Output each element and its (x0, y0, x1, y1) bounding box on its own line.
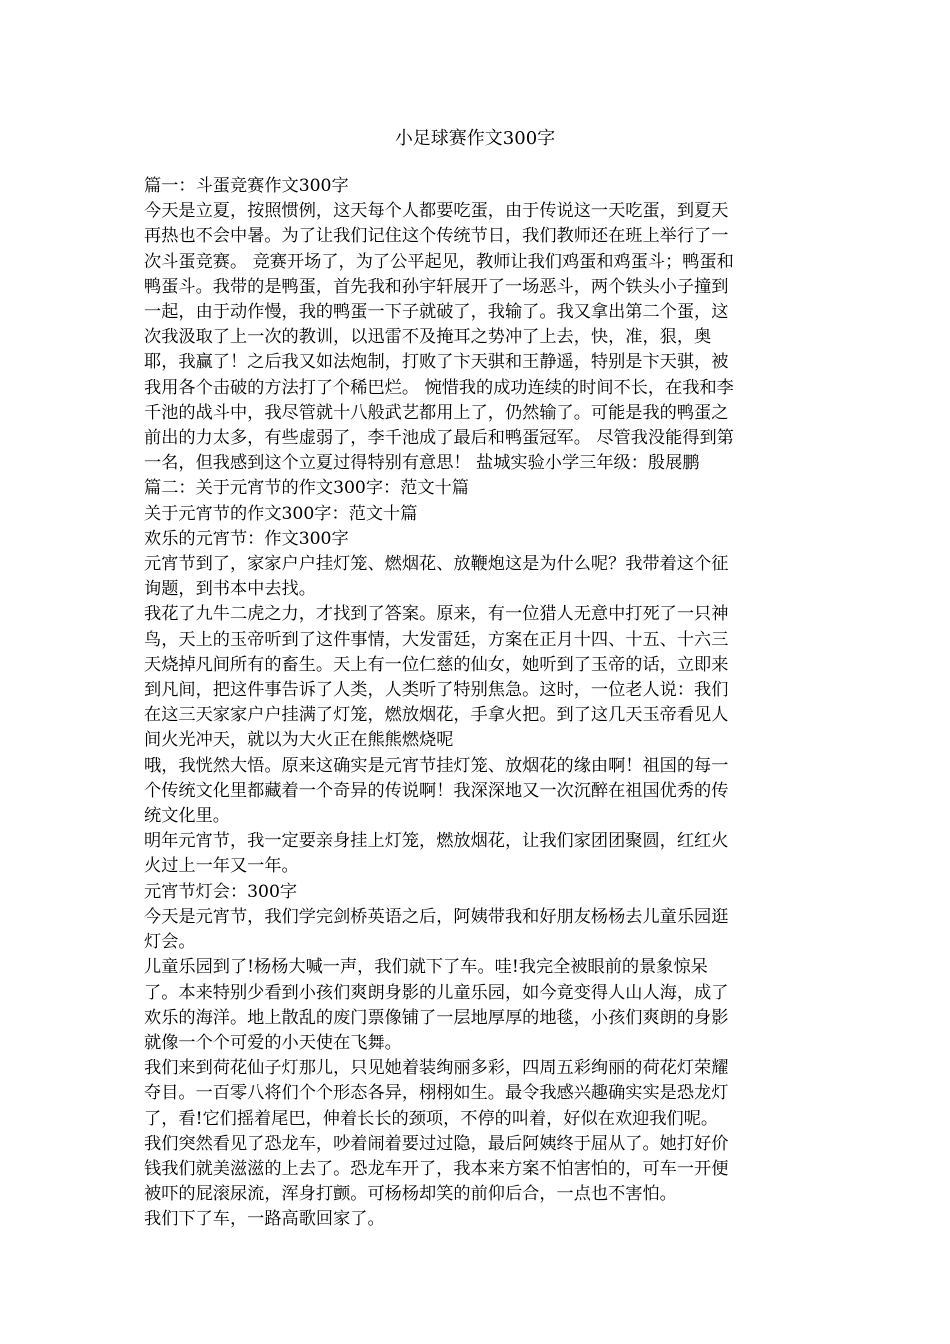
text-line: 元宵节到了，家家户户挂灯笼、燃烟花、放鞭炮这是为什么呢？我带着这个征 (144, 554, 729, 575)
text-line: 在这三天家家户户挂满了灯笼，燃放烟花，手拿火把。到了这几天玉帝看见人 (144, 705, 729, 726)
text-line: 天烧掉凡间所有的畜生。天上有一位仁慈的仙女，她听到了玉帝的话，立即来 (144, 654, 729, 675)
text-line: 次我汲取了上一次的教训，以迅雷不及掩耳之势冲了上去，快，准，狠，奥 (144, 327, 712, 348)
text-line: 钱我们就美滋滋的上去了。恐龙车开了，我本来方案不怕害怕的，可车一开便 (144, 1158, 729, 1179)
text-line: 了，看!它们摇着尾巴，伸着长长的颈项，不停的叫着，好似在欢迎我们呢。 (144, 1108, 719, 1129)
text-line: 一起，由于动作慢，我的鸭蛋一下子就破了，我输了。我又拿出第二个蛋，这 (144, 302, 729, 323)
text-line: 询题，到书本中去找。 (144, 579, 316, 600)
text-line: 鸭蛋斗。我带的是鸭蛋，首先我和孙宇轩展开了一场恶斗，两个铁头小子撞到 (144, 276, 729, 297)
text-line: 我们来到荷花仙子灯那儿，只见她着装绚丽多彩，四周五彩绚丽的荷花灯荣耀 (144, 1058, 729, 1079)
text-line: 就像一个个可爱的小天使在飞舞。 (144, 1032, 402, 1053)
text-line: 前出的力太多，有些虚弱了，李千池成了最后和鸭蛋冠军。 尽管我没能得到第 (144, 428, 734, 449)
text-line: 灯会。 (144, 932, 196, 953)
text-line: 到凡间，把这件事告诉了人类，人类听了特别焦急。这时，一位老人说：我们 (144, 680, 729, 701)
text-line: 再热也不会中暑。为了让我们记住这个传统节日，我们教师还在班上举行了一 (144, 226, 729, 247)
text-line: 了。本来特别少看到小孩们爽朗身影的儿童乐园，如今竟变得人山人海，成了 (144, 982, 729, 1003)
text-line: 我们下了车，一路高歌回家了。 (144, 1209, 385, 1230)
text-line: 鸟，天上的玉帝听到了这件事情，大发雷廷，方案在正月十四、十五、十六三 (144, 629, 729, 650)
text-line: 今天是元宵节，我们学完剑桥英语之后，阿姨带我和好朋友杨杨去儿童乐园逛 (144, 906, 729, 927)
text-line: 次斗蛋竞赛。 竞赛开场了，为了公平起见，教师让我们鸡蛋和鸡蛋斗；鸭蛋和 (144, 251, 734, 272)
text-line: 欢乐的海洋。地上散乱的废门票像铺了一层地厚厚的地毯，小孩们爽朗的身影 (144, 1007, 729, 1028)
text-line: 被吓的屁滚尿流，浑身打颤。可杨杨却笑的前仰后合，一点也不害怕。 (144, 1184, 677, 1205)
text-line: 一名，但我感到这个立夏过得特别有意思！ 盐城实验小学三年级：殷展鹏 (144, 453, 700, 474)
text-line: 欢乐的元宵节：作文300字 (144, 528, 349, 549)
text-line: 关于元宵节的作文300字：范文十篇 (144, 503, 418, 524)
text-line: 统文化里。 (144, 806, 230, 827)
text-line: 元宵节灯会：300字 (144, 881, 298, 902)
text-line: 夺目。一百零八将们个个形态各异，栩栩如生。最令我感兴趣确实实是恐龙灯 (144, 1083, 729, 1104)
text-line: 篇一：斗蛋竞赛作文300字 (144, 176, 349, 196)
text-line: 我们突然看见了恐龙车，吵着闹着要过过隐，最后阿姨终于屈从了。她打好价 (144, 1133, 729, 1154)
text-line: 个传统文化里都藏着一个奇异的传说啊！我深深地又一次沉醉在祖国优秀的传 (144, 780, 729, 801)
text-line: 耶，我赢了！之后我又如法炮制，打败了卞天骐和王静遥，特别是卞天骐，被 (144, 352, 729, 373)
text-line: 明年元宵节，我一定要亲身挂上灯笼，燃放烟花，让我们家团团聚圆，红红火 (144, 831, 729, 852)
text-line: 今天是立夏，按照惯例，这天每个人都要吃蛋，由于传说这一天吃蛋，到夏天 (144, 201, 729, 222)
text-line: 篇二：关于元宵节的作文300字：范文十篇 (144, 478, 469, 499)
text-line: 间火光冲天，就以为大火正在熊熊燃烧呢 (144, 730, 454, 751)
text-line: 火过上一年又一年。 (144, 856, 299, 877)
text-line: 儿童乐园到了!杨杨大喊一声，我们就下了车。哇!我完全被眼前的景象惊呆 (144, 957, 708, 978)
text-line: 哦，我恍然大悟。原来这确实是元宵节挂灯笼、放烟花的缘由啊！祖国的每一 (144, 755, 729, 776)
document-title: 小足球赛作文300字 (394, 128, 556, 149)
text-line: 我花了九牛二虎之力，才找到了答案。原来，有一位猎人无意中打死了一只神 (144, 604, 729, 625)
document-body (144, 174, 814, 1233)
text-line: 千池的战斗中，我尽管就十八般武艺都用上了，仍然输了。可能是我的鸭蛋之 (144, 402, 729, 423)
text-line: 我用各个击破的方法打了个稀巴烂。 惋惜我的成功连续的时间不长，在我和李 (144, 377, 734, 398)
